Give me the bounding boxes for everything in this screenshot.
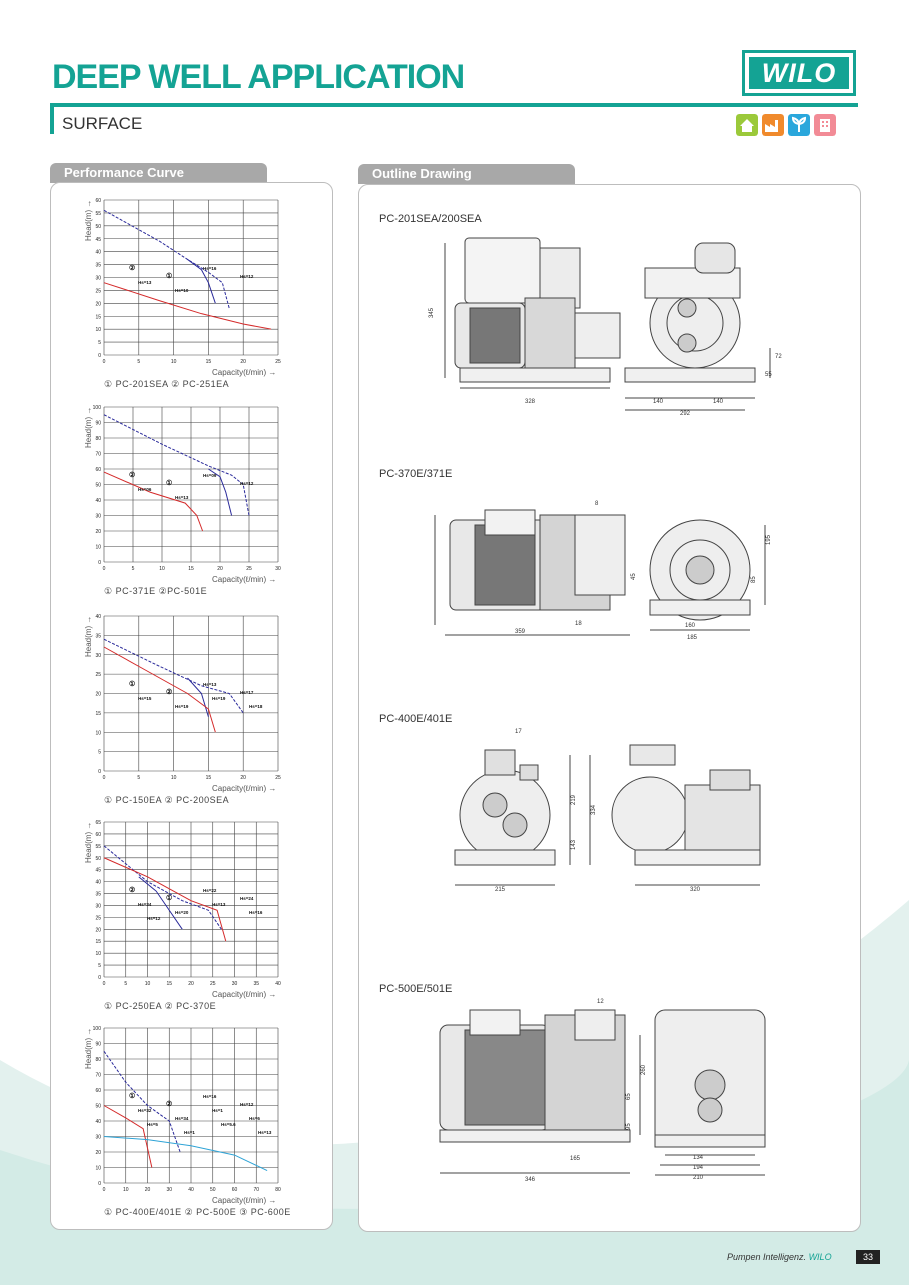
- svg-text:292: 292: [680, 411, 691, 417]
- footer-tagline: [727, 1252, 832, 1262]
- svg-text:17: 17: [515, 729, 522, 735]
- curve-annotation: ②: [166, 1100, 173, 1108]
- svg-text:328: 328: [525, 399, 536, 405]
- curve-annotation: Hs=20: [175, 909, 189, 915]
- y-tick-label: 20: [95, 927, 101, 934]
- y-tick-label: 15: [95, 314, 101, 321]
- chart-plot: [88, 612, 318, 787]
- y-tick-label: 5: [98, 963, 101, 970]
- x-tick-label: 15: [166, 981, 173, 987]
- series-line: [104, 472, 203, 531]
- y-tick-label: 10: [95, 730, 101, 737]
- y-tick-label: 25: [95, 288, 101, 295]
- x-tick-label: 20: [240, 775, 246, 781]
- y-tick-label: 50: [95, 855, 101, 862]
- y-tick-label: 25: [95, 915, 101, 922]
- x-tick-label: 5: [137, 359, 141, 365]
- curve-annotation: Hs=17: [240, 689, 254, 695]
- y-tick-label: 50: [95, 1103, 101, 1110]
- y-tick-label: 30: [95, 275, 101, 282]
- x-tick-label: 10: [159, 566, 165, 572]
- curve-annotation: ②: [129, 471, 136, 479]
- svg-text:140: 140: [713, 399, 724, 405]
- curve-annotation: Hs=12: [147, 915, 161, 921]
- x-tick-label: 0: [102, 566, 106, 572]
- series-line: [104, 858, 226, 941]
- chart-caption: ① PC-201SEA ② PC-251EA: [104, 379, 230, 389]
- building-icon: [814, 114, 836, 136]
- y-tick-label: 100: [92, 405, 101, 411]
- x-tick-label: 25: [209, 981, 216, 987]
- y-tick-label: 35: [95, 891, 101, 898]
- curve-annotation: Hs=13: [258, 1129, 272, 1135]
- svg-text:215: 215: [495, 887, 506, 893]
- y-tick-label: 20: [95, 529, 101, 535]
- svg-text:72: 72: [775, 354, 782, 360]
- chart-plot: [88, 818, 318, 993]
- curve-annotation: Hs=1: [212, 1107, 223, 1113]
- curve-annotation: Hs=15: [138, 695, 152, 701]
- x-tick-label: 30: [166, 1187, 173, 1193]
- curve-annotation: Hs=16: [249, 909, 263, 915]
- curve-annotation: Hs=32: [138, 1107, 152, 1113]
- y-tick-label: 55: [95, 210, 101, 217]
- x-tick-label: 30: [275, 566, 281, 572]
- curve-annotation: Hs=19: [175, 703, 189, 709]
- series-line: [104, 210, 229, 308]
- x-axis-label: Capacity(ℓ/min) →: [212, 784, 277, 793]
- footer-brand: WILO: [808, 1252, 832, 1262]
- x-tick-label: 10: [170, 359, 177, 365]
- factory-icon: [762, 114, 784, 136]
- x-axis-label: Capacity(ℓ/min) →: [212, 368, 277, 377]
- svg-text:134: 134: [693, 1155, 704, 1161]
- y-tick-label: 10: [95, 951, 101, 958]
- y-axis-label: Head(m) →: [84, 1027, 93, 1069]
- svg-text:18: 18: [575, 621, 582, 627]
- y-tick-label: 10: [95, 327, 101, 334]
- svg-text:334: 334: [591, 804, 597, 815]
- svg-text:95: 95: [626, 1123, 632, 1130]
- curve-annotation: ②: [129, 264, 136, 272]
- outline-drawing-pc201: [425, 228, 845, 418]
- y-tick-label: 80: [95, 1057, 101, 1063]
- y-tick-label: 40: [95, 249, 101, 256]
- chart-caption: ① PC-250EA ② PC-370E: [104, 1001, 217, 1011]
- x-axis-label: Capacity(ℓ/min) →: [212, 990, 277, 999]
- y-tick-label: 60: [95, 198, 101, 204]
- svg-text:160: 160: [685, 623, 696, 629]
- curve-annotation: Hs=12: [240, 273, 254, 279]
- x-tick-label: 0: [102, 1187, 106, 1193]
- y-tick-label: 100: [92, 1026, 101, 1032]
- x-tick-label: 35: [253, 981, 260, 987]
- drawing-label-pc370: PC-370E/371E: [379, 468, 453, 480]
- curve-annotation: Hs=5: [147, 1121, 158, 1127]
- plant-icon: [788, 114, 810, 136]
- y-tick-label: 30: [95, 513, 101, 520]
- y-tick-label: 30: [95, 1134, 101, 1141]
- curve-annotation: Hs=06: [138, 486, 152, 492]
- svg-text:165: 165: [570, 1156, 581, 1162]
- y-tick-label: 45: [95, 867, 101, 874]
- series-line: [104, 1137, 267, 1171]
- svg-text:65: 65: [626, 1093, 632, 1100]
- x-tick-label: 25: [275, 359, 281, 365]
- curve-annotation: ①: [129, 680, 136, 688]
- x-tick-label: 40: [275, 981, 281, 987]
- y-tick-label: 10: [95, 1165, 101, 1172]
- y-tick-label: 65: [95, 820, 101, 826]
- curve-annotation: ①: [166, 479, 173, 487]
- x-tick-label: 20: [188, 981, 194, 987]
- y-tick-label: 60: [95, 831, 101, 838]
- page-title: DEEP WELL APPLICATION: [52, 58, 465, 96]
- chart-caption: ① PC-400E/401E ② PC-500E ③ PC-600E: [104, 1207, 291, 1217]
- curve-annotation: Hs=13: [203, 681, 217, 687]
- y-tick-label: 40: [95, 498, 101, 504]
- curve-annotation: ①: [166, 894, 173, 902]
- svg-text:55: 55: [765, 372, 772, 378]
- svg-text:194: 194: [693, 1165, 704, 1171]
- y-tick-label: 5: [98, 749, 101, 756]
- svg-text:260: 260: [641, 1064, 647, 1075]
- curve-annotation: Hs=24: [240, 895, 254, 901]
- y-tick-label: 25: [95, 672, 101, 679]
- y-tick-label: 60: [95, 467, 101, 473]
- x-tick-label: 15: [205, 359, 212, 365]
- x-tick-label: 80: [275, 1187, 281, 1193]
- svg-text:359: 359: [515, 629, 526, 635]
- series-line: [104, 647, 215, 732]
- y-tick-label: 20: [95, 301, 101, 308]
- curve-annotation: Hs=18: [249, 703, 263, 709]
- x-tick-label: 25: [275, 775, 281, 781]
- y-tick-label: 35: [95, 262, 101, 269]
- x-tick-label: 60: [231, 1187, 238, 1193]
- curve-annotation: Hs=16: [203, 1093, 217, 1099]
- curve-annotation: ②: [129, 886, 136, 894]
- curve-annotation: Hs=1: [184, 1129, 195, 1135]
- tab-performance-curve: Performance Curve: [50, 163, 267, 183]
- x-tick-label: 25: [246, 566, 252, 572]
- y-tick-label: 90: [95, 1041, 101, 1048]
- svg-text:346: 346: [525, 1177, 536, 1183]
- svg-text:12: 12: [597, 999, 604, 1005]
- svg-text:85: 85: [751, 576, 757, 583]
- y-tick-label: 70: [95, 451, 101, 458]
- y-tick-label: 20: [95, 1150, 101, 1156]
- x-tick-label: 5: [131, 566, 135, 572]
- y-tick-label: 70: [95, 1072, 101, 1079]
- tab-outline-drawing: Outline Drawing: [358, 164, 575, 184]
- curve-annotation: Hs=19: [212, 695, 226, 701]
- drawing-label-pc500: PC-500E/501E: [379, 983, 453, 995]
- logo-text: WILO: [749, 57, 849, 89]
- wilo-logo: [742, 50, 856, 96]
- x-tick-label: 10: [170, 775, 177, 781]
- x-tick-label: 5: [124, 981, 128, 987]
- drawing-label-pc201: PC-201SEA/200SEA: [379, 213, 482, 225]
- svg-text:143: 143: [571, 839, 577, 850]
- svg-text:45: 45: [631, 573, 637, 580]
- y-tick-label: 5: [98, 340, 101, 347]
- x-tick-label: 50: [209, 1187, 216, 1193]
- curve-annotation: Hs=5.6: [221, 1121, 236, 1127]
- svg-text:210: 210: [693, 1175, 704, 1181]
- curve-annotation: ②: [166, 688, 173, 696]
- svg-text:345: 345: [429, 307, 435, 318]
- curve-annotation: Hs=12: [240, 480, 254, 486]
- y-axis-label: Head(m) →: [84, 406, 93, 448]
- curve-annotation: Hs=34: [138, 901, 152, 907]
- chart-caption: ① PC-371E ②PC-501E: [104, 586, 208, 596]
- y-tick-label: 60: [95, 1088, 101, 1094]
- svg-text:219: 219: [571, 794, 577, 805]
- y-axis-label: Head(m) →: [84, 615, 93, 657]
- y-tick-label: 90: [95, 420, 101, 427]
- y-tick-label: 0: [98, 975, 101, 981]
- curve-annotation: Hs=16: [203, 265, 217, 271]
- title-rule: [50, 103, 858, 107]
- curve-annotation: Hs=34: [175, 1115, 189, 1121]
- y-axis-label: Head(m) →: [84, 821, 93, 863]
- y-tick-label: 40: [95, 614, 101, 620]
- svg-text:195: 195: [766, 534, 772, 545]
- y-tick-label: 15: [95, 939, 101, 946]
- y-tick-label: 30: [95, 903, 101, 910]
- curve-annotation: Hs=10: [175, 287, 189, 293]
- x-tick-label: 20: [240, 359, 246, 365]
- x-tick-label: 20: [217, 566, 223, 572]
- y-tick-label: 55: [95, 843, 101, 850]
- drawing-label-pc400: PC-400E/401E: [379, 713, 453, 725]
- chart-caption: ① PC-150EA ② PC-200SEA: [104, 795, 230, 805]
- y-axis-label: Head(m) →: [84, 199, 93, 241]
- y-tick-label: 40: [95, 1119, 101, 1125]
- curve-annotation: ①: [129, 1092, 136, 1100]
- y-tick-label: 50: [95, 223, 101, 230]
- x-tick-label: 20: [144, 1187, 151, 1193]
- y-tick-label: 30: [95, 652, 101, 659]
- outline-drawing-pc400: [435, 725, 775, 895]
- x-axis-label: Capacity(ℓ/min) →: [212, 575, 277, 584]
- y-tick-label: 0: [98, 769, 101, 775]
- chart-plot: [88, 403, 318, 578]
- x-tick-label: 0: [102, 981, 106, 987]
- x-tick-label: 0: [102, 775, 106, 781]
- y-tick-label: 80: [95, 436, 101, 442]
- y-tick-label: 45: [95, 236, 101, 243]
- chart-plot: [88, 1024, 318, 1199]
- x-axis-label: Capacity(ℓ/min) →: [212, 1196, 277, 1205]
- x-tick-label: 30: [231, 981, 238, 987]
- svg-text:185: 185: [687, 635, 698, 641]
- y-tick-label: 0: [98, 560, 101, 566]
- y-tick-label: 35: [95, 633, 101, 640]
- outline-drawing-pc370: [425, 495, 845, 645]
- y-tick-label: 0: [98, 1181, 101, 1187]
- footer-tagline-text: Pumpen Intelligenz.: [727, 1252, 809, 1262]
- curve-annotation: Hs=22: [203, 887, 217, 893]
- application-icons: [736, 114, 836, 136]
- outline-drawing-pc500: [425, 995, 845, 1185]
- x-tick-label: 10: [144, 981, 151, 987]
- x-tick-label: 15: [188, 566, 194, 572]
- y-tick-label: 40: [95, 879, 101, 886]
- subtitle-bar: [50, 107, 54, 134]
- svg-text:140: 140: [653, 399, 664, 405]
- x-tick-label: 0: [102, 359, 106, 365]
- curve-annotation: Hs=13: [175, 494, 189, 500]
- svg-text:8: 8: [595, 501, 599, 507]
- page-subtitle: SURFACE: [62, 114, 143, 133]
- house-icon: [736, 114, 758, 136]
- x-tick-label: 40: [188, 1187, 194, 1193]
- y-tick-label: 0: [98, 353, 101, 359]
- x-tick-label: 70: [253, 1187, 260, 1193]
- x-tick-label: 15: [205, 775, 212, 781]
- curve-annotation: Hs=09: [203, 472, 217, 478]
- page-number: 33: [856, 1250, 880, 1264]
- x-tick-label: 5: [137, 775, 141, 781]
- curve-annotation: Hs=6: [249, 1115, 260, 1121]
- y-tick-label: 20: [95, 691, 101, 698]
- chart-plot: [88, 196, 318, 371]
- curve-annotation: Hs=13: [138, 279, 152, 285]
- x-tick-label: 10: [122, 1187, 129, 1193]
- svg-text:320: 320: [690, 887, 701, 893]
- curve-annotation: Hs=12: [240, 1101, 254, 1107]
- y-tick-label: 10: [95, 544, 101, 551]
- curve-annotation: Hs=13: [212, 901, 226, 907]
- y-tick-label: 15: [95, 710, 101, 717]
- curve-annotation: ①: [166, 272, 173, 280]
- y-tick-label: 50: [95, 482, 101, 489]
